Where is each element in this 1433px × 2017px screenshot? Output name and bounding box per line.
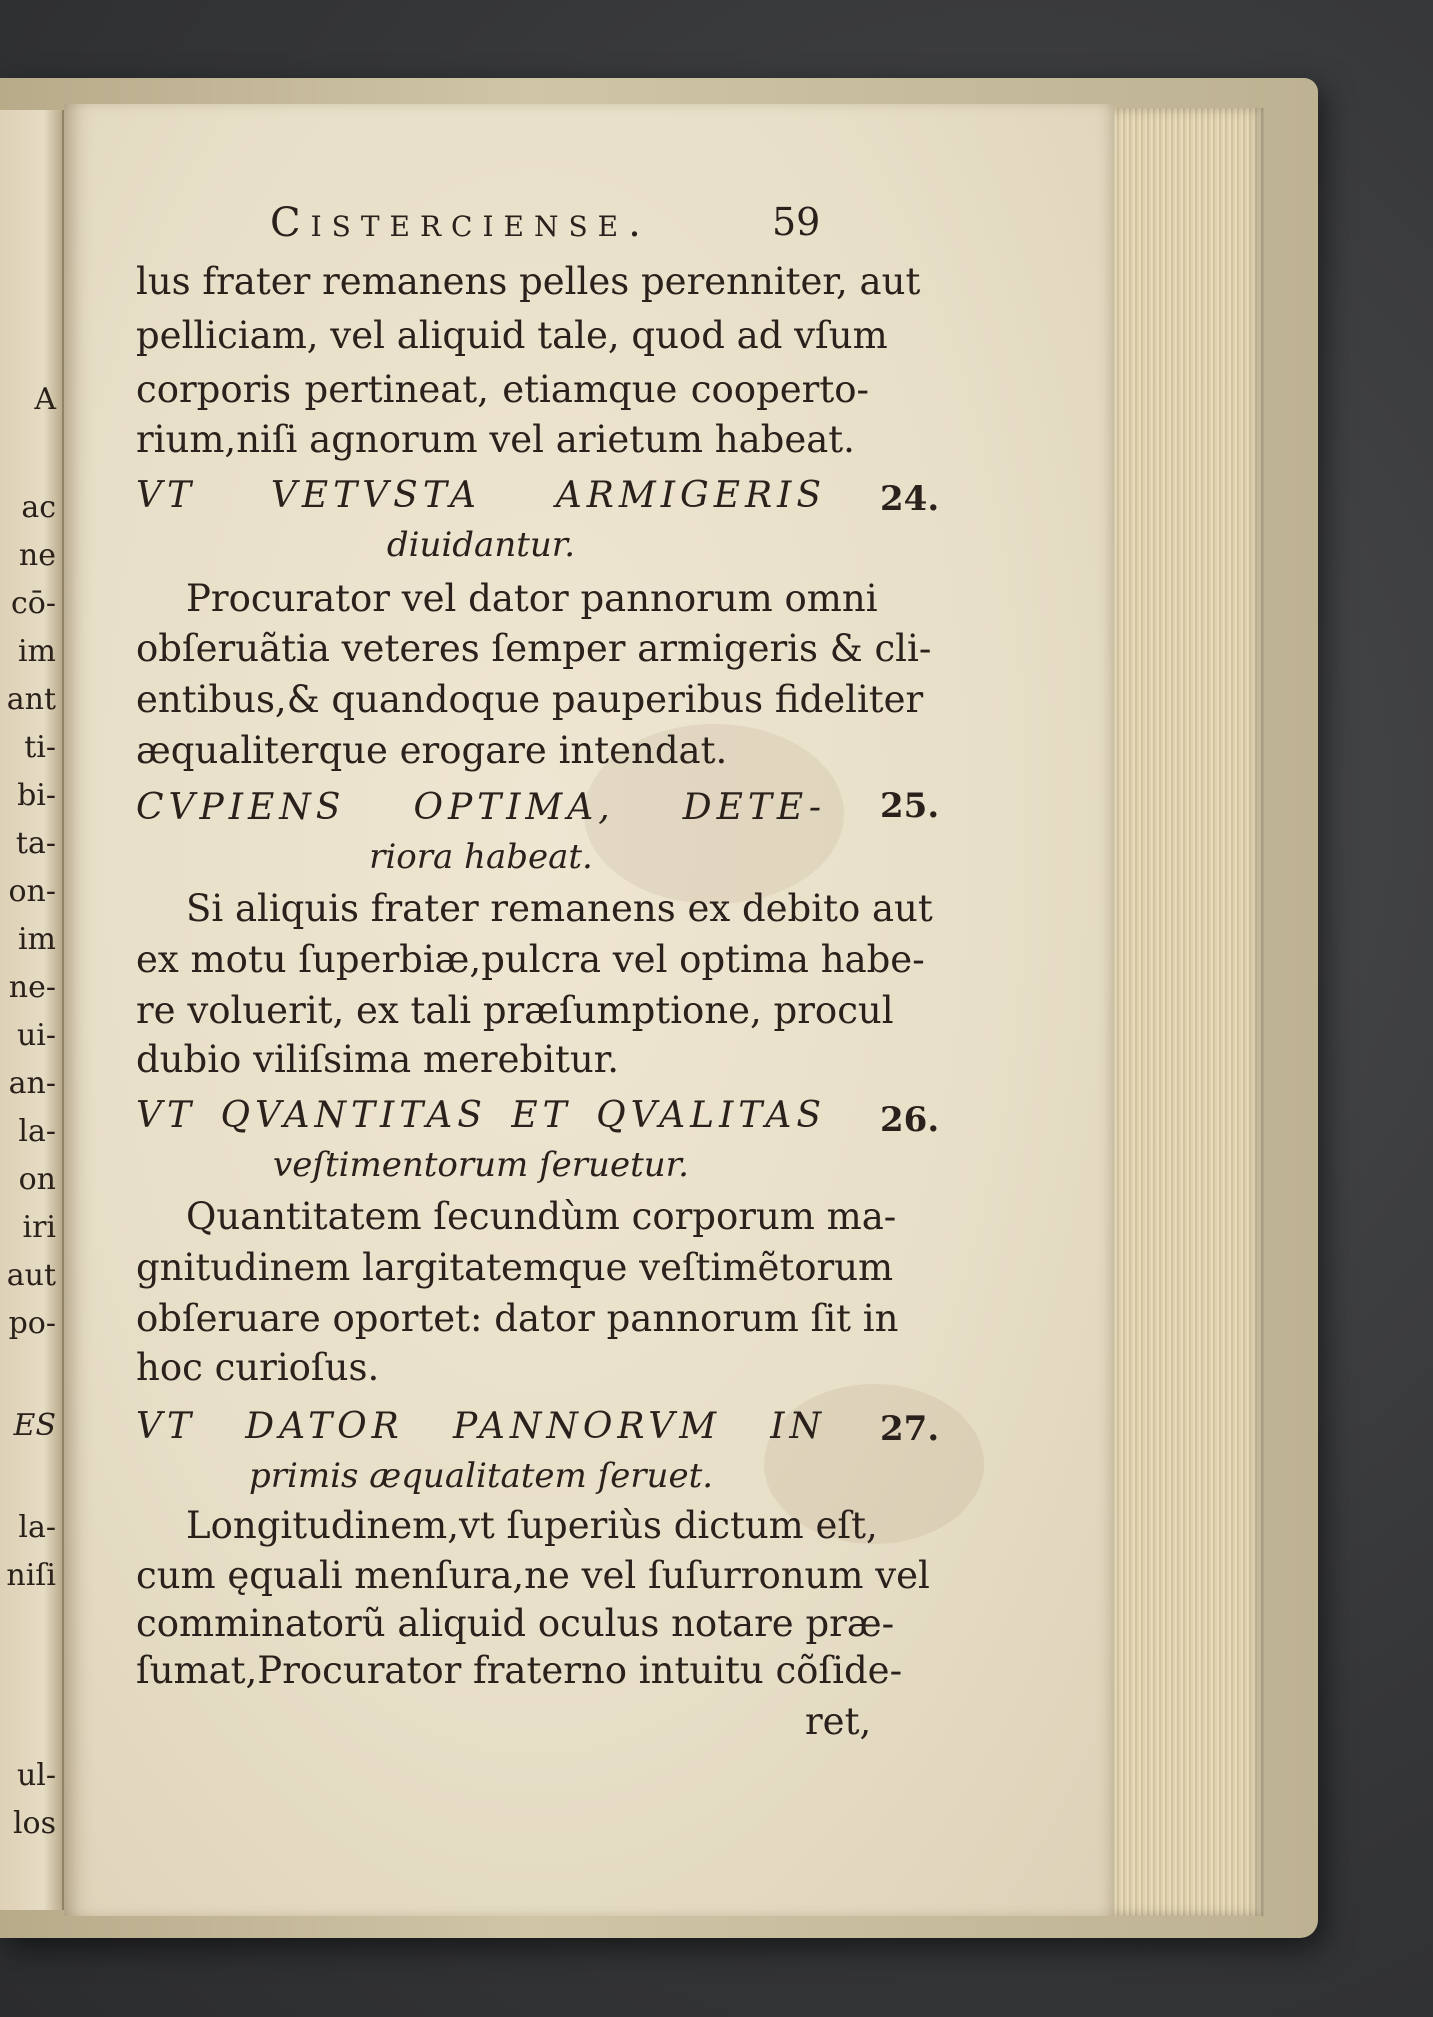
- left-fragment: on-: [8, 874, 56, 909]
- section-subheading: riora habeat.: [369, 837, 593, 877]
- margin-number: 26.: [880, 1100, 940, 1140]
- left-fragment: on: [18, 1162, 56, 1197]
- text-line: dubio viliſsima merebitur.: [136, 1038, 620, 1081]
- section-subheading: veſtimentorum ſeruetur.: [273, 1145, 689, 1185]
- text-line: Procurator vel dator pannorum omni: [186, 577, 878, 620]
- left-fragment: cō-: [11, 586, 56, 621]
- left-fragment: aut: [6, 1258, 56, 1293]
- section-heading: VT QVANTITAS ET QVALITAS: [136, 1095, 826, 1136]
- left-fragment: la-: [18, 1510, 56, 1545]
- left-fragment: ne: [18, 538, 56, 573]
- text-line: Longitudinem,vt ſuperiùs dictum eſt,: [186, 1504, 878, 1547]
- left-fragment: ac: [21, 490, 56, 525]
- text-line: corporis pertineat, etiamque cooperto-: [136, 368, 869, 411]
- left-fragment: ti-: [24, 730, 56, 765]
- left-fragment: im: [17, 922, 56, 957]
- text-line: re voluerit, ex tali præſumptione, procul: [136, 989, 894, 1032]
- left-fragment: ES: [13, 1408, 56, 1443]
- left-page-edge: [0, 110, 64, 1910]
- left-fragment: la-: [18, 1114, 56, 1149]
- left-fragment: ui-: [16, 1018, 56, 1053]
- text-line: obſeruãtia veteres ſemper armigeris & cli-: [136, 627, 932, 670]
- left-fragment: bi-: [17, 778, 56, 813]
- page-number: 59: [772, 200, 821, 244]
- catchword: ret,: [805, 1700, 872, 1743]
- text-line: comminatorũ aliquid oculus notare præ-: [136, 1602, 895, 1645]
- text-line: Quantitatem ſecundùm corporum ma-: [186, 1195, 897, 1238]
- left-fragment: po-: [8, 1306, 56, 1341]
- margin-number: 25.: [880, 786, 940, 826]
- text-line: ſumat,Procurator fraterno intuitu cõſide-: [136, 1649, 903, 1692]
- left-fragment: los: [12, 1806, 56, 1841]
- left-fragment: ul-: [16, 1758, 56, 1793]
- text-line: æqualiterque erogare intendat.: [136, 729, 728, 772]
- left-fragment: niſi: [6, 1558, 56, 1593]
- text-line: entibus,& quandoque pauperibus fideliter: [136, 678, 924, 721]
- text-line: obſeruare oportet: dator pannorum ſit in: [136, 1297, 899, 1340]
- text-line: Si aliquis frater remanens ex debito aut: [186, 887, 933, 930]
- left-fragment: iri: [22, 1210, 56, 1245]
- margin-number: 24.: [880, 479, 940, 519]
- page-edges: [1112, 108, 1264, 1916]
- text-line: ex motu ſuperbiæ,pulcra vel optima habe-: [136, 938, 925, 981]
- text-line: pelliciam, vel aliquid tale, quod ad vſum: [136, 314, 888, 357]
- left-fragment: an-: [8, 1066, 56, 1101]
- left-fragment: A: [34, 382, 56, 417]
- section-heading: CVPIENS OPTIMA, DETE-: [136, 787, 826, 828]
- left-fragment: im: [17, 634, 56, 669]
- text-line: rium,niſi agnorum vel arietum habeat.: [136, 418, 855, 461]
- section-subheading: diuidantur.: [386, 525, 576, 565]
- text-line: lus frater remanens pelles perenniter, aut: [136, 260, 921, 303]
- section-subheading: primis æqualitatem ſeruet.: [248, 1456, 714, 1496]
- text-line: gnitudinem largitatemque veſtimẽtorum: [136, 1246, 894, 1289]
- text-line: cum ęquali menſura,ne vel ſuſurronum vel: [136, 1554, 930, 1597]
- section-heading: VT VETVSTA ARMIGERIS: [136, 475, 826, 516]
- margin-number: 27.: [880, 1409, 940, 1449]
- text-line: hoc curioſus.: [136, 1346, 380, 1389]
- section-heading: VT DATOR PANNORVM IN: [136, 1406, 826, 1447]
- left-fragment: ne-: [8, 970, 56, 1005]
- left-fragment: ant: [6, 682, 56, 717]
- running-head: Cistercienſe.: [270, 200, 651, 246]
- left-fragment: ta-: [15, 826, 56, 861]
